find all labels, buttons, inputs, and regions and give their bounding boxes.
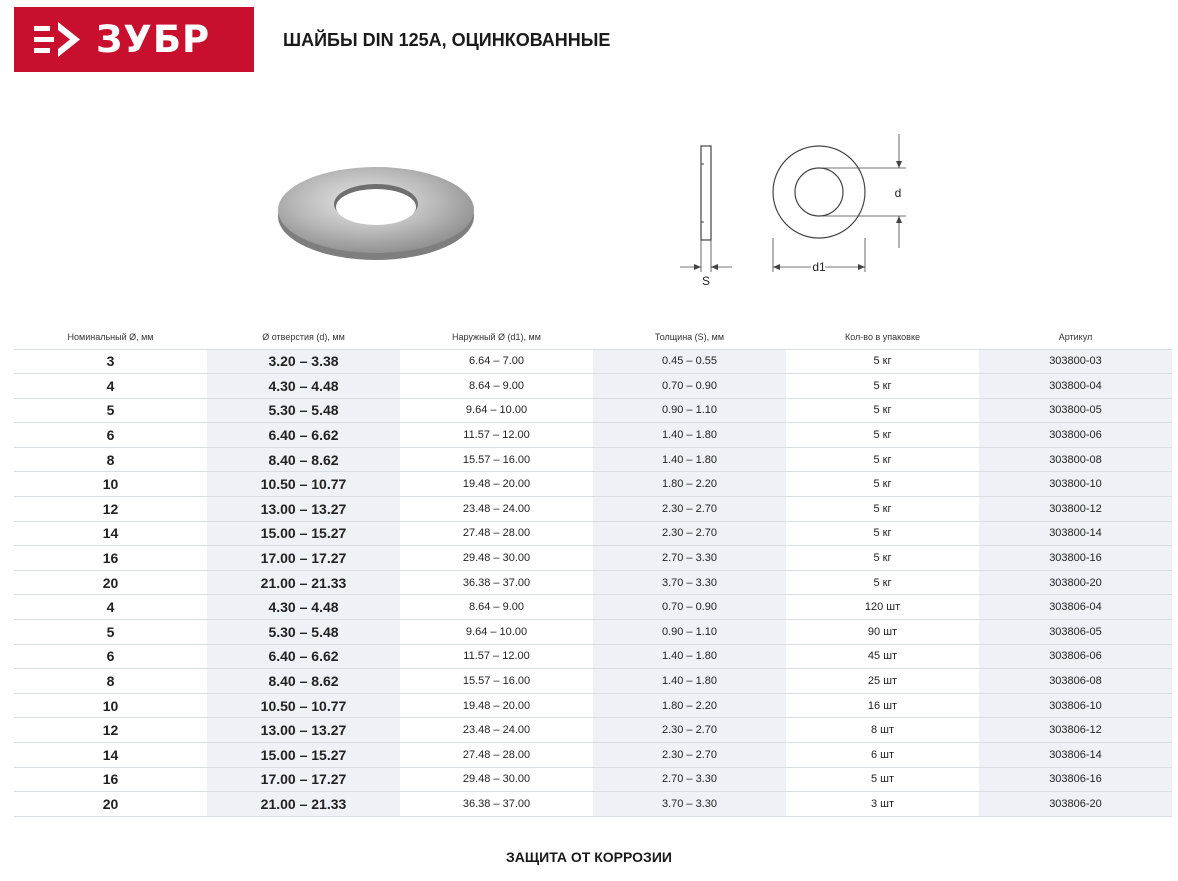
cell-thickness: 0.90 – 1.10: [593, 398, 786, 423]
footer-caption: ЗАЩИТА ОТ КОРРОЗИИ: [506, 849, 672, 865]
header-hole-diameter: Ø отверстия (d), мм: [262, 331, 345, 342]
cell-outer-diameter: 29.48 – 30.00: [400, 546, 593, 571]
cell-thickness: 1.80 – 2.20: [593, 693, 786, 718]
cell-nominal: 14: [14, 743, 207, 768]
cell-pack-qty: 5 кг: [786, 546, 979, 571]
cell-outer-diameter: 29.48 – 30.00: [400, 767, 593, 792]
cell-pack-qty: 5 кг: [786, 497, 979, 522]
cell-thickness: 1.40 – 1.80: [593, 447, 786, 472]
cell-outer-diameter: 27.48 – 28.00: [400, 521, 593, 546]
cell-article: 303800-04: [979, 374, 1172, 399]
cell-article: 303800-20: [979, 570, 1172, 595]
table-row: [14, 521, 1172, 546]
cell-hole-diameter: 21.00 – 21.33: [207, 792, 400, 817]
cell-article: 303806-16: [979, 767, 1172, 792]
table-row: [14, 447, 1172, 472]
cell-outer-diameter: 19.48 – 20.00: [400, 472, 593, 497]
cell-thickness: 0.45 – 0.55: [593, 349, 786, 374]
cell-article: 303800-14: [979, 521, 1172, 546]
cell-outer-diameter: 36.38 – 37.00: [400, 570, 593, 595]
cell-outer-diameter: 15.57 – 16.00: [400, 669, 593, 694]
cell-article: 303806-12: [979, 718, 1172, 743]
cell-pack-qty: 25 шт: [786, 669, 979, 694]
table-header-row: [14, 325, 1172, 349]
cell-nominal: 14: [14, 521, 207, 546]
washer-dimension-diagram: [670, 128, 910, 288]
cell-article: 303800-06: [979, 423, 1172, 448]
cell-nominal: 12: [14, 718, 207, 743]
cell-pack-qty: 6 шт: [786, 743, 979, 768]
table-row: [14, 497, 1172, 522]
cell-outer-diameter: 9.64 – 10.00: [400, 620, 593, 645]
cell-outer-diameter: 36.38 – 37.00: [400, 792, 593, 817]
cell-hole-diameter: 10.50 – 10.77: [207, 472, 400, 497]
cell-pack-qty: 5 шт: [786, 767, 979, 792]
cell-nominal: 16: [14, 546, 207, 571]
cell-article: 303806-10: [979, 693, 1172, 718]
cell-article: 303800-05: [979, 398, 1172, 423]
washer-inner-circle: [795, 168, 843, 216]
cell-hole-diameter: 13.00 – 13.27: [207, 497, 400, 522]
cell-pack-qty: 5 кг: [786, 423, 979, 448]
cell-hole-diameter: 6.40 – 6.62: [207, 644, 400, 669]
cell-thickness: 1.80 – 2.20: [593, 472, 786, 497]
table-row: [14, 669, 1172, 694]
washer-outer-circle: [773, 146, 865, 238]
cell-nominal: 3: [14, 349, 207, 374]
dimension-s-label: S: [701, 274, 711, 288]
cell-hole-diameter: 17.00 – 17.27: [207, 546, 400, 571]
table-row: [14, 767, 1172, 792]
table-row: [14, 570, 1172, 595]
table-row: [14, 595, 1172, 620]
cell-nominal: 6: [14, 644, 207, 669]
cell-hole-diameter: 13.00 – 13.27: [207, 718, 400, 743]
cell-article: 303800-10: [979, 472, 1172, 497]
cell-article: 303800-12: [979, 497, 1172, 522]
cell-hole-diameter: 15.00 – 15.27: [207, 521, 400, 546]
cell-hole-diameter: 15.00 – 15.27: [207, 743, 400, 768]
table-row: [14, 743, 1172, 768]
cell-outer-diameter: 11.57 – 12.00: [400, 644, 593, 669]
cell-nominal: 16: [14, 767, 207, 792]
table-row: [14, 349, 1172, 374]
cell-nominal: 8: [14, 669, 207, 694]
header-article: Артикул: [1058, 331, 1093, 342]
table-row: [14, 423, 1172, 448]
cell-nominal: 20: [14, 792, 207, 817]
cell-thickness: 2.70 – 3.30: [593, 767, 786, 792]
cell-thickness: 1.40 – 1.80: [593, 644, 786, 669]
cell-thickness: 0.90 – 1.10: [593, 620, 786, 645]
cell-thickness: 2.70 – 3.30: [593, 546, 786, 571]
cell-nominal: 5: [14, 620, 207, 645]
cell-outer-diameter: 23.48 – 24.00: [400, 718, 593, 743]
cell-article: 303806-06: [979, 644, 1172, 669]
cell-pack-qty: 5 кг: [786, 570, 979, 595]
cell-article: 303800-03: [979, 349, 1172, 374]
cell-nominal: 4: [14, 374, 207, 399]
washer-spec-table: [14, 325, 1172, 817]
cell-hole-diameter: 8.40 – 8.62: [207, 447, 400, 472]
cell-outer-diameter: 11.57 – 12.00: [400, 423, 593, 448]
cell-nominal: 8: [14, 447, 207, 472]
cell-thickness: 3.70 – 3.30: [593, 570, 786, 595]
table-row: [14, 546, 1172, 571]
header-outer-diameter: Наружный Ø (d1), мм: [452, 331, 541, 342]
cell-hole-diameter: 21.00 – 21.33: [207, 570, 400, 595]
cell-nominal: 4: [14, 595, 207, 620]
cell-article: 303800-08: [979, 447, 1172, 472]
cell-thickness: 2.30 – 2.70: [593, 521, 786, 546]
cell-thickness: 3.70 – 3.30: [593, 792, 786, 817]
brand-arrow-icon: [14, 7, 94, 72]
header-thickness: Толщина (S), мм: [654, 331, 725, 342]
cell-outer-diameter: 27.48 – 28.00: [400, 743, 593, 768]
cell-hole-diameter: 5.30 – 5.48: [207, 620, 400, 645]
cell-hole-diameter: 3.20 – 3.38: [207, 349, 400, 374]
dimension-d1-label: d1: [812, 260, 826, 274]
cell-nominal: 6: [14, 423, 207, 448]
cell-thickness: 0.70 – 0.90: [593, 595, 786, 620]
header-nominal: Номинальный Ø, мм: [67, 331, 154, 342]
cell-thickness: 1.40 – 1.80: [593, 423, 786, 448]
cell-article: 303806-14: [979, 743, 1172, 768]
cell-pack-qty: 5 кг: [786, 472, 979, 497]
cell-pack-qty: 5 кг: [786, 521, 979, 546]
cell-article: 303806-20: [979, 792, 1172, 817]
cell-nominal: 10: [14, 693, 207, 718]
cell-article: 303806-08: [979, 669, 1172, 694]
washer-side-view: [701, 146, 711, 240]
cell-outer-diameter: 8.64 – 9.00: [400, 374, 593, 399]
cell-article: 303806-04: [979, 595, 1172, 620]
cell-outer-diameter: 9.64 – 10.00: [400, 398, 593, 423]
cell-nominal: 5: [14, 398, 207, 423]
cell-pack-qty: 5 кг: [786, 398, 979, 423]
table-row: [14, 620, 1172, 645]
dimension-d-label: d: [894, 186, 902, 200]
brand-logo: [14, 7, 254, 72]
cell-thickness: 2.30 – 2.70: [593, 743, 786, 768]
table-row: [14, 718, 1172, 743]
table-row: [14, 398, 1172, 423]
cell-outer-diameter: 23.48 – 24.00: [400, 497, 593, 522]
cell-pack-qty: 16 шт: [786, 693, 979, 718]
table-row: [14, 472, 1172, 497]
cell-thickness: 2.30 – 2.70: [593, 497, 786, 522]
cell-pack-qty: 5 кг: [786, 447, 979, 472]
page-title: ШАЙБЫ DIN 125A, ОЦИНКОВАННЫЕ: [283, 30, 611, 50]
brand-name: ЗУБР: [96, 18, 211, 61]
table-row: [14, 693, 1172, 718]
table-row: [14, 792, 1172, 817]
cell-pack-qty: 3 шт: [786, 792, 979, 817]
header-pack-qty: Кол-во в упаковке: [844, 331, 920, 342]
cell-hole-diameter: 10.50 – 10.77: [207, 693, 400, 718]
washer-photo: [270, 160, 490, 265]
cell-hole-diameter: 5.30 – 5.48: [207, 398, 400, 423]
cell-outer-diameter: 15.57 – 16.00: [400, 447, 593, 472]
cell-pack-qty: 8 шт: [786, 718, 979, 743]
cell-outer-diameter: 6.64 – 7.00: [400, 349, 593, 374]
table-row: [14, 644, 1172, 669]
cell-thickness: 2.30 – 2.70: [593, 718, 786, 743]
cell-nominal: 12: [14, 497, 207, 522]
cell-pack-qty: 5 кг: [786, 374, 979, 399]
cell-hole-diameter: 8.40 – 8.62: [207, 669, 400, 694]
cell-outer-diameter: 8.64 – 9.00: [400, 595, 593, 620]
cell-nominal: 10: [14, 472, 207, 497]
cell-thickness: 0.70 – 0.90: [593, 374, 786, 399]
table-row: [14, 374, 1172, 399]
cell-outer-diameter: 19.48 – 20.00: [400, 693, 593, 718]
cell-hole-diameter: 4.30 – 4.48: [207, 374, 400, 399]
cell-nominal: 20: [14, 570, 207, 595]
cell-pack-qty: 120 шт: [786, 595, 979, 620]
cell-pack-qty: 90 шт: [786, 620, 979, 645]
cell-hole-diameter: 6.40 – 6.62: [207, 423, 400, 448]
cell-pack-qty: 45 шт: [786, 644, 979, 669]
cell-hole-diameter: 17.00 – 17.27: [207, 767, 400, 792]
cell-article: 303806-05: [979, 620, 1172, 645]
cell-article: 303800-16: [979, 546, 1172, 571]
cell-thickness: 1.40 – 1.80: [593, 669, 786, 694]
cell-pack-qty: 5 кг: [786, 349, 979, 374]
cell-hole-diameter: 4.30 – 4.48: [207, 595, 400, 620]
